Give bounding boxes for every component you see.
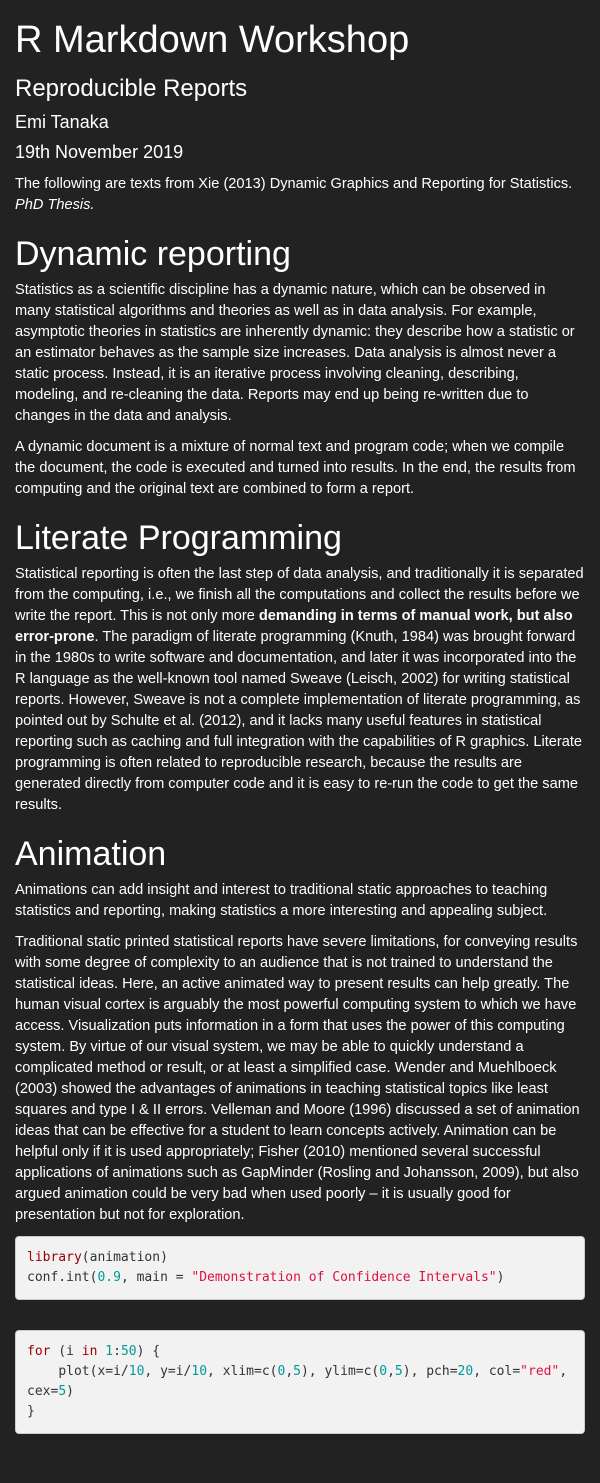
code-text: , col= xyxy=(473,1364,521,1379)
heading-animation: Animation xyxy=(15,835,167,873)
code-text: , cex= xyxy=(27,1364,575,1399)
code-text: ) { plot(x=i/ xyxy=(58,1344,161,1379)
code-string: "Demonstration of Confidence Intervals" xyxy=(191,1270,497,1285)
code-string: "red" xyxy=(520,1364,560,1379)
literate-text-a: Statistical reporting is often the last step of data analysis, and traditionally it is separated from the computing, i.e., we finish all the computations and collect the results before we write the report. This is not only more xyxy=(15,566,584,624)
code-number: 1 xyxy=(105,1344,114,1359)
code-number: 5 xyxy=(394,1364,403,1379)
literate-bold: demanding in terms of manual work, but also error-prone xyxy=(15,608,573,645)
code-number: 10 xyxy=(191,1364,208,1379)
code-text: conf.int( xyxy=(27,1270,98,1285)
code-block-loop xyxy=(15,1330,585,1434)
intro-emphasis: PhD Thesis. xyxy=(15,197,95,213)
intro-text: The following are texts from Xie (2013) Dynamic Graphics and Reporting for Statistics. xyxy=(15,176,573,192)
code-text: ), ylim=c( xyxy=(300,1364,380,1379)
code-number: 20 xyxy=(457,1364,474,1379)
code-text: ) } xyxy=(27,1384,74,1419)
code-text: (animation) xyxy=(81,1250,168,1265)
animation-paragraph-2: Traditional static printed statistical reports have severe limitations, for conveying results with some degree of complexity to an audience that is not trained to understand the statistical ideas. Here, an active animated way to present results can help greatly. The human visual cortex is arguably the most powerful computing system to which we have access. Visualization puts information in a form that uses the power of this computing system. By virtue of our visual system, we may be able to quickly understand a complicated method or result, or at least a simplified case. Wender and Muehlboeck (2003) showed the advantages of animations in teaching statistical topics like least squares and type I & II errors. Velleman and Moore (1996) discussed a set of animation ideas that can be effective for a student to learn concepts actively. Animation can be helpful only if it is used appropriately; Fisher (2010) mentioned several successful applications of animations such as GapMinder (Rosling and Johansson, 2009), but also argued animation could be very bad when used poorly – it is usually good for presentation but not for exploration. xyxy=(15,934,580,1223)
heading-dynamic-reporting: Dynamic reporting xyxy=(15,235,291,273)
dynamic-paragraph-2: A dynamic document is a mixture of normal text and program code; when we compile the document, the code is executed and turned into results. In the end, the results from computing and the original text are combined to form a report. xyxy=(15,439,576,497)
animation-paragraph-1: Animations can add insight and interest to traditional static approaches to teaching statistics and reporting, making statistics a more interesting and appealing subject. xyxy=(15,882,548,919)
code-keyword: library xyxy=(27,1250,82,1265)
page-title: R Markdown Workshop xyxy=(15,19,410,61)
author: Emi Tanaka xyxy=(15,112,109,132)
code-number: 0 xyxy=(277,1364,286,1379)
code-text: , xlim=c( xyxy=(207,1364,278,1379)
literate-text-b: . The paradigm of literate programming (Knuth, 1984) was brought forward in the 1980s to write software and documentation, and later it was incorporated into the R language as the well-known tool named Sweave (Leisch, 2002) for writing statistical reports. However, Sweave is not a complete implementation of literate programming, as pointed out by Schulte et al. (2012), and it lacks many useful features in statistical reporting such as caching and full integration with the capabilities of R graphics. Literate programming is often related to reproducible research, because the results are generated directly from computer code and it is easy to re-run the code to get the same results. xyxy=(15,629,583,813)
literate-paragraph xyxy=(15,564,585,816)
date: 19th November 2019 xyxy=(15,142,184,162)
code-number: 0 xyxy=(379,1364,388,1379)
code-text: , xyxy=(387,1364,395,1379)
code-text: , main = xyxy=(120,1270,192,1285)
code-text: ) xyxy=(496,1270,505,1285)
intro-paragraph xyxy=(15,174,585,216)
code-text: : xyxy=(113,1344,121,1359)
code-keyword: for xyxy=(27,1344,51,1359)
code-number: 5 xyxy=(58,1384,67,1399)
code-text: ), pch= xyxy=(402,1364,458,1379)
code-keyword: in xyxy=(81,1344,98,1359)
code-number: 50 xyxy=(120,1344,137,1359)
subtitle: Reproducible Reports xyxy=(15,75,248,102)
code-text: , y=i/ xyxy=(144,1364,192,1379)
code-number: 5 xyxy=(293,1364,301,1379)
code-text: (i xyxy=(50,1344,82,1359)
code-block-library xyxy=(15,1236,585,1300)
code-text: , xyxy=(285,1364,294,1379)
dynamic-paragraph-1: Statistics as a scientific discipline has a dynamic nature, which can be observed in many statistical algorithms and theories as well as in data analysis. For example, asymptotic theories in statistics are inherently dynamic: they describe how a statistic or an estimator behaves as the sample size increases. Data analysis is almost never a static process. Instead, it is an iterative process involving cleaning, describing, modeling, and re-cleaning the data. Reports may end up being re-written due to changes in the data and analysis. xyxy=(15,282,575,424)
heading-literate-programming: Literate Programming xyxy=(15,519,342,557)
code-number: 0.9 xyxy=(97,1270,121,1285)
code-number: 10 xyxy=(128,1364,145,1379)
